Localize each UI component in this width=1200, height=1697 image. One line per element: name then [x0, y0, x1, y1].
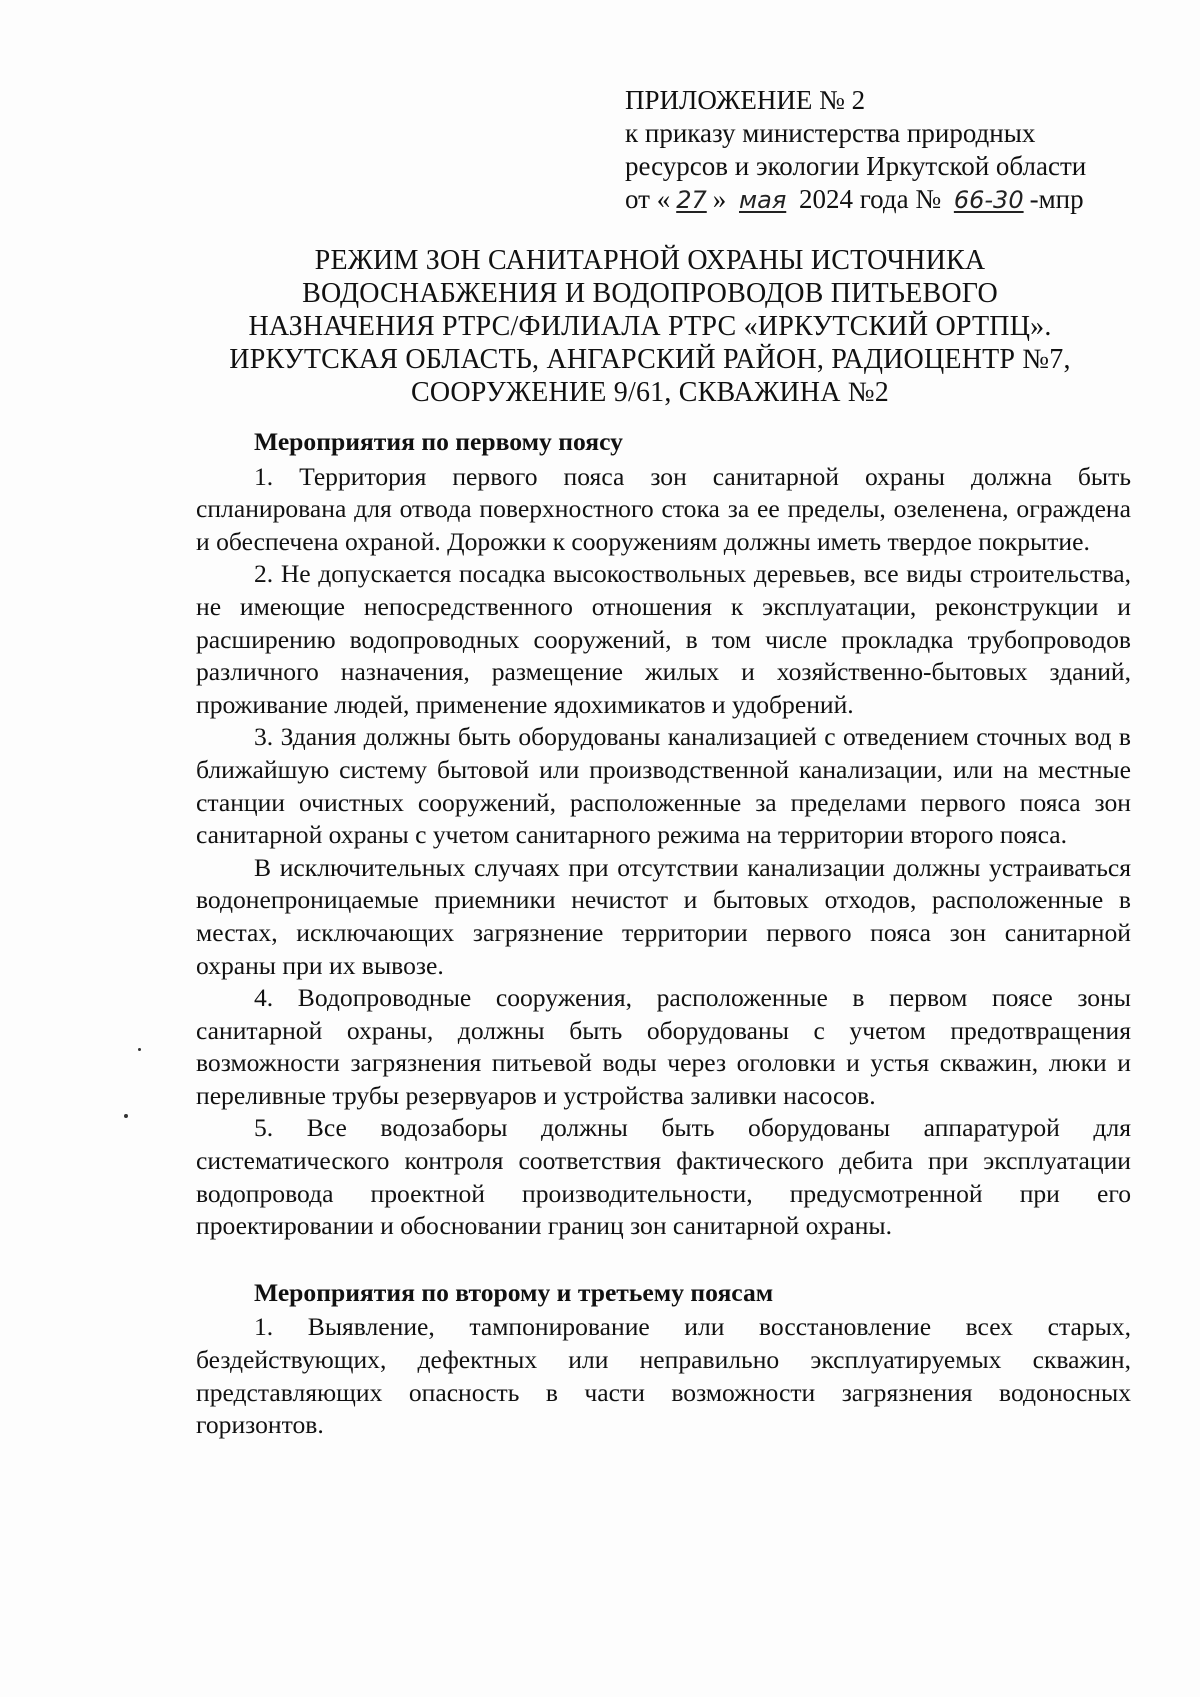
title-line-5: СООРУЖЕНИЕ 9/61, СКВАЖИНА №2 [411, 377, 889, 408]
document-body [196, 426, 1131, 1442]
section-1-paragraph-2: 2. Не допускается посадка высокоствольных деревьев, все виды строительства, не имеющие непосредственного отношения к эксплуатации, реконструкции и расширению водопроводных сооружений, в том числе прокладка трубопроводов различного назначения, размещение жилых и хозяйственно-бытовых зданий, проживание людей, применение ядохимикатов и удобрений. [196, 559, 1131, 719]
handwritten-month: мая [739, 186, 787, 214]
appendix-header [625, 84, 1165, 217]
order-number-suffix: -мпр [1029, 184, 1084, 214]
scan-speck [124, 1114, 128, 1118]
handwritten-order-number: 66-30 [953, 186, 1024, 214]
section-2-paragraph-1: 1. Выявление, тампонирование или восстановление всех старых, бездействующих, дефектных или неправильно эксплуатируемых скважин, представляющих опасность в части возможности загрязнения водоносных горизонтов. [196, 1312, 1131, 1440]
appendix-order-line: к приказу министерства природных [625, 118, 1036, 148]
date-prefix: от « [625, 184, 671, 214]
title-line-3: НАЗНАЧЕНИЯ РТРС/ФИЛИАЛА РТРС «ИРКУТСКИЙ ОРТПЦ». [248, 311, 1052, 342]
section-1-paragraph-6: 5. Все водозаборы должны быть оборудованы аппаратурой для систематического контроля соответствия фактического дебита при эксплуатации водопровода проектной производительности, предусмотренной при его проектировании и обосновании границ зон санитарной охраны. [196, 1113, 1131, 1241]
section-1-paragraph-3: 3. Здания должны быть оборудованы канализацией с отведением сточных вод в ближайшую систему бытовой или производственной канализации, или на местные станции очистных сооружений, расположенные за пределами первого пояса зон санитарной охраны с учетом санитарного режима на территории второго пояса. [196, 722, 1131, 850]
scan-speck [138, 1048, 141, 1051]
section-2-heading: Мероприятия по второму и третьему поясам [254, 1277, 774, 1307]
appendix-date-line [625, 183, 1165, 217]
title-line-1: РЕЖИМ ЗОН САНИТАРНОЙ ОХРАНЫ ИСТОЧНИКА [314, 245, 986, 276]
document-title [160, 244, 1140, 409]
year-text: 2024 года № [799, 184, 942, 214]
section-1-paragraph-4: В исключительных случаях при отсутствии канализации должны устраиваться водонепроницаемые приемники нечистот и бытовых отходов, расположенные в местах, исключающих загрязнение территории первого пояса зон санитарной охраны при их вывозе. [196, 852, 1131, 980]
title-line-4: ИРКУТСКАЯ ОБЛАСТЬ, АНГАРСКИЙ РАЙОН, РАДИОЦЕНТР №7, [229, 344, 1071, 375]
section-1-heading: Мероприятия по первому поясу [254, 427, 623, 456]
appendix-ministry-line: ресурсов и экологии Иркутской области [625, 151, 1087, 181]
section-1-paragraph-5: 4. Водопроводные сооружения, расположенные в первом поясе зоны санитарной охраны, должны быть оборудованы с учетом предотвращения возможности загрязнения питьевой воды через оголовки и устья скважин, люки и переливные трубы резервуаров и устройства заливки насосов. [196, 983, 1131, 1110]
day-suffix: » [712, 184, 727, 214]
handwritten-day: 27 [676, 186, 707, 214]
appendix-title: ПРИЛОЖЕНИЕ № 2 [625, 85, 866, 115]
section-1-paragraph-1: 1. Территория первого пояса зон санитарной охраны должна быть спланирована для отвода поверхностного стока за ее пределы, озеленена, ограждена и обеспечена охраной. Дорожки к сооружениям должны иметь твердое покрытие. [196, 461, 1131, 556]
title-line-2: ВОДОСНАБЖЕНИЯ И ВОДОПРОВОДОВ ПИТЬЕВОГО [302, 278, 998, 309]
section-spacer [196, 1243, 1131, 1277]
